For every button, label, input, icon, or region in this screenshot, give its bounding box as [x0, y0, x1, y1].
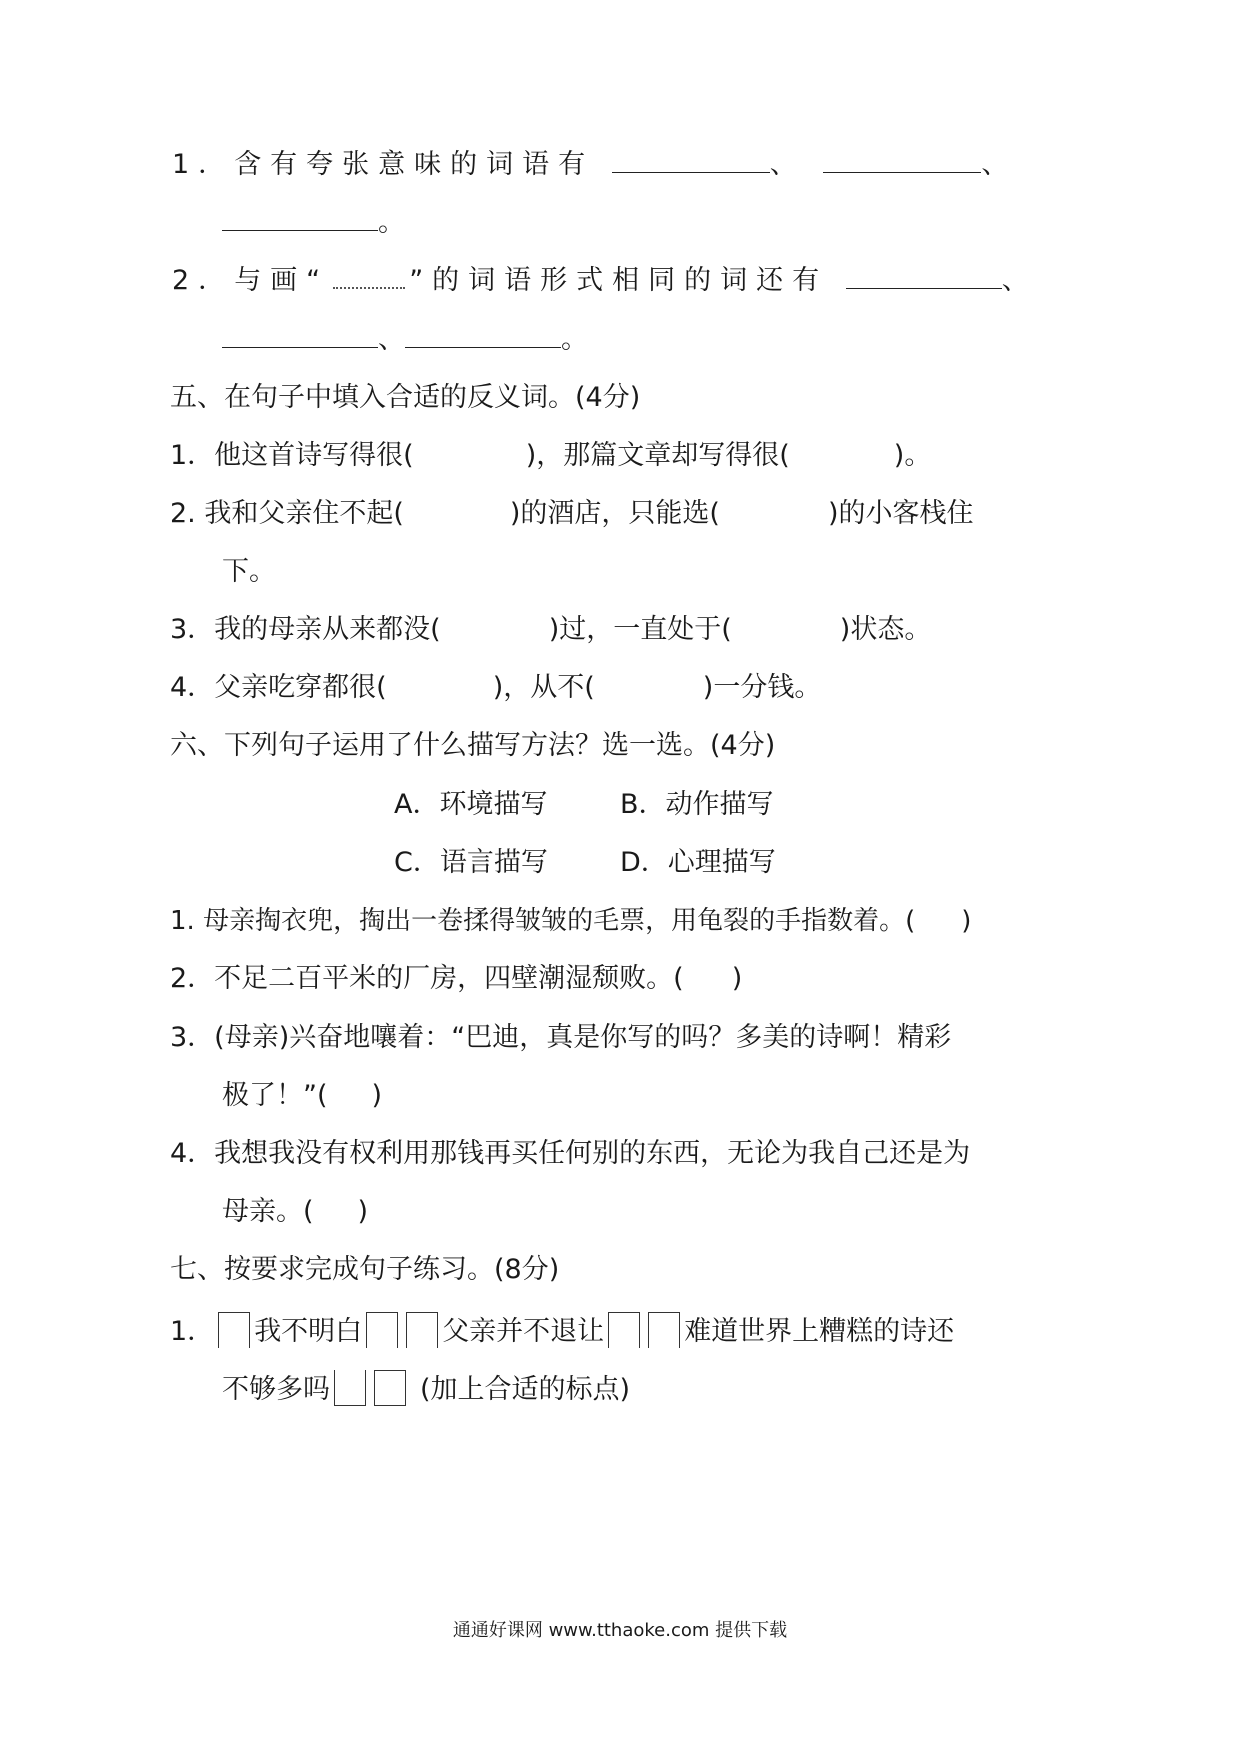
s6-q2: [170, 959, 742, 999]
s6-q4-text: 母亲。(: [222, 1196, 314, 1227]
s7-q1-text-a: 我不明白: [254, 1316, 363, 1347]
s4-q2-line2: [222, 320, 588, 360]
section-7-title: 七、按要求完成句子练习。(8分): [170, 1254, 560, 1285]
s5-q4-text-b: )，从不(: [492, 672, 595, 703]
s5-q4: [170, 668, 821, 708]
s4-q2-line1: [172, 261, 1038, 301]
s4-q1-text: 含有夸张意味的词语有: [234, 149, 595, 180]
s4-q1-line1: [172, 145, 1017, 185]
period: 。: [378, 207, 405, 238]
answer-blank[interactable]: [222, 204, 378, 231]
s6-q3-line2: [222, 1076, 382, 1116]
s4-q1-number: 1．: [172, 149, 235, 180]
punctuation-box[interactable]: [374, 1370, 406, 1406]
separator: 、: [981, 149, 1018, 180]
s7-q1-instruction: (加上合适的标点): [420, 1374, 631, 1405]
section-5-title: 五、在句子中填入合适的反义词。(4分): [170, 382, 641, 413]
answer-blank[interactable]: [405, 321, 561, 348]
s7-q1-number: 1．: [170, 1316, 215, 1347]
s5-q3-text-b: )过，一直处于(: [548, 614, 732, 645]
option-a: A．环境描写: [394, 789, 548, 820]
section-6-title: 六、下列句子运用了什么描写方法？选一选。(4分): [170, 730, 776, 761]
s5-q3: [170, 610, 931, 650]
s5-q1-text-b: )，那篇文章却写得很(: [525, 440, 790, 471]
punctuation-box[interactable]: [648, 1312, 680, 1348]
s5-q3-text-c: )状态。: [839, 614, 932, 645]
punctuation-box[interactable]: [334, 1370, 366, 1406]
s5-q2-line1: [170, 494, 974, 534]
close-paren: ): [357, 1196, 369, 1227]
punctuation-box[interactable]: [366, 1312, 398, 1348]
answer-blank[interactable]: [823, 146, 981, 173]
s5-q3-text-a: 3．我的母亲从来都没(: [170, 614, 441, 645]
s6-q4-line1: 4．我想我没有权利用那钱再买任何别的东西，无论为我自己还是为: [170, 1138, 971, 1169]
s5-q4-text-a: 4．父亲吃穿都很(: [170, 672, 387, 703]
punctuation-box[interactable]: [406, 1312, 438, 1348]
wavy-underline-sample: [333, 265, 405, 289]
option-c: C．语言描写: [394, 847, 548, 878]
answer-blank[interactable]: [222, 321, 378, 348]
s7-q1-text-d: 不够多吗: [222, 1374, 330, 1405]
s6-q1-text: 1. 母亲掏衣兜，掏出一卷揉得皱皱的毛票，用龟裂的手指数着。(: [170, 906, 916, 936]
close-paren: ): [961, 906, 972, 936]
s6-q3-text: 极了！”(: [222, 1080, 328, 1111]
separator: 、: [769, 149, 806, 180]
s4-q2-number: 2．: [172, 265, 235, 296]
option-d: D．心理描写: [620, 847, 776, 878]
s5-q1-text-a: 1．他这首诗写得很(: [170, 440, 414, 471]
period: 。: [561, 324, 588, 355]
answer-blank[interactable]: [846, 262, 1002, 289]
s4-q1-line2: [222, 203, 405, 243]
s5-q1-text-c: )。: [893, 440, 932, 471]
separator: 、: [378, 324, 405, 355]
s5-q2-line2: 下。: [222, 556, 276, 587]
punctuation-box[interactable]: [608, 1312, 640, 1348]
s6-q2-text: 2．不足二百平米的厂房，四壁潮湿颓败。(: [170, 963, 684, 994]
punctuation-box[interactable]: [218, 1312, 250, 1348]
s7-q1-text-c: 难道世界上糟糕的诗还: [684, 1316, 955, 1347]
close-paren: ): [371, 1080, 383, 1111]
s7-q1-text-b: 父亲并不退让: [442, 1316, 605, 1347]
close-paren: ): [731, 963, 743, 994]
s7-q1-line2: [222, 1370, 630, 1410]
s6-q1: [170, 901, 971, 941]
s6-q3-line1: 3．(母亲)兴奋地嚷着：“巴迪，真是你写的吗？多美的诗啊！精彩: [170, 1022, 952, 1053]
s4-q2-text-a: 与画“: [234, 265, 330, 296]
option-b: B．动作描写: [620, 789, 774, 820]
s5-q1: [170, 436, 931, 476]
footer-source: 通通好课网 www.tthaoke.com 提供下载: [452, 1620, 788, 1641]
s4-q2-text-b: ”的词语形式相同的词还有: [409, 265, 829, 296]
s5-q2-text-a: 2. 我和父亲住不起(: [170, 498, 404, 529]
s7-q1-line1: [170, 1312, 954, 1352]
s5-q2-text-b: )的酒店，只能选(: [509, 498, 720, 529]
s5-q2-text-c: )的小客栈住: [827, 498, 974, 529]
s6-q4-line2: [222, 1192, 368, 1232]
answer-blank[interactable]: [612, 146, 770, 173]
separator: 、: [1001, 265, 1038, 296]
s5-q4-text-c: )一分钱。: [702, 672, 822, 703]
